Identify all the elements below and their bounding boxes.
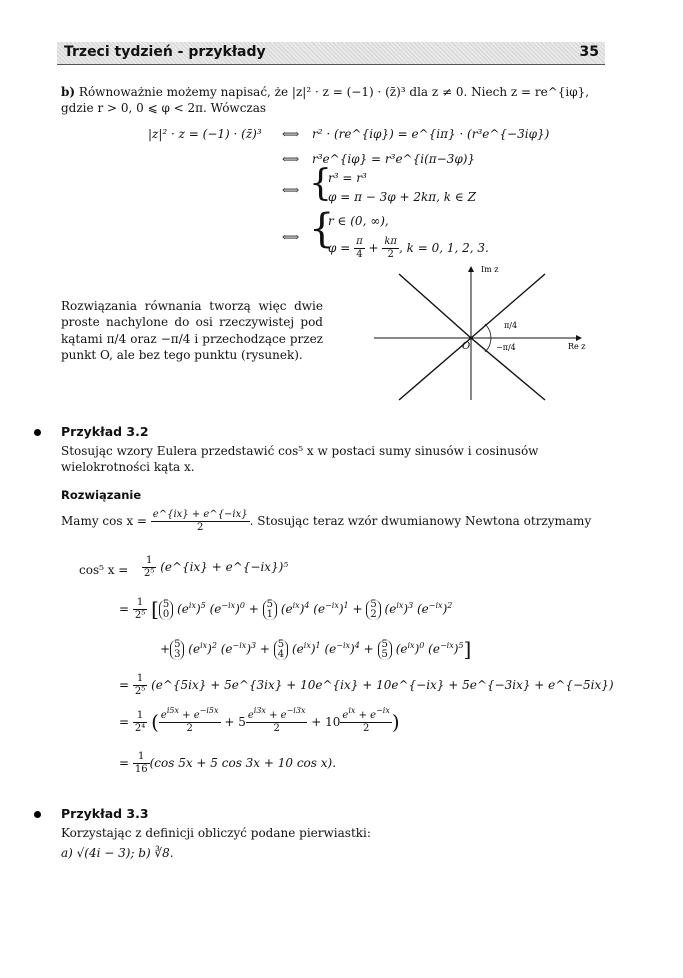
derivation-step-1: r² · (re^{iφ}) = e^{iπ} · (r³e^{−3iφ}) bbox=[312, 127, 550, 141]
part-b-intro-2: gdzie r > 0, 0 ⩽ φ < 2π. Wówczas bbox=[61, 101, 267, 115]
line-5pi-4 bbox=[399, 338, 471, 400]
expansion-line-3: + 5 3 $(e^{ix})^2$ $(e^{-ix})^3$ + 5 4 $(e^{ix})^1$ $(e^{-ix})^4$ + 5 5 $(e^{ix})^0$ $(e^{-ix})^5$] bbox=[160, 637, 472, 661]
cos-euler-fraction bbox=[151, 509, 250, 534]
header-title: Trzeci tydzień - przykłady bbox=[64, 44, 266, 60]
example-3-2-task-1: Stosując wzory Eulera przedstawić cos⁵ x w postaci sumy sinusów i cosinusów bbox=[61, 444, 539, 458]
system-brace-2: { bbox=[309, 206, 335, 252]
expansion-line-6: = $\frac{1}{16}$ (cos 5x + 5 cos 3x + 10 cos x). bbox=[119, 751, 337, 775]
frac-pi-4: $\frac{\pi}{4}$ bbox=[356, 236, 363, 260]
expansion-line-1: $\frac{1}{\text{2⁵}}$ (e^{ix} + e^{−ix})⁵ bbox=[144, 555, 289, 579]
origin-label: O bbox=[462, 341, 471, 352]
expansion-line-4: = $\frac{1}{\text{2⁵}}$ (e^{5ix} + 5e^{3ix} + 10e^{ix} + 10e^{−ix} + 5e^{−3ix} + e^{−5ix}) bbox=[119, 673, 614, 697]
example-3-2-task-2: wielokrotności kąta x. bbox=[61, 460, 195, 474]
example-3-3-title: Przykład 3.3 bbox=[61, 806, 149, 821]
k-values: , k = 0, 1, 2, 3. bbox=[399, 241, 489, 255]
line-3pi-4 bbox=[399, 274, 471, 338]
system-brace-1: { bbox=[309, 163, 332, 204]
derivation-step-2: r³e^{iφ} = r³e^{i(π−3φ)} bbox=[312, 152, 476, 166]
mamy-prefix: Mamy cos x = bbox=[61, 514, 147, 528]
example-3-2-title: Przykład 3.2 bbox=[61, 424, 149, 439]
angle-pos-label: π/4 bbox=[504, 321, 518, 330]
equivalence-arrow-3: ⟺ bbox=[282, 183, 300, 197]
im-z-label: Im z bbox=[481, 265, 499, 274]
derivation-step-4b: φ = $\frac{\pi}{4}$ + $\frac{k\pi}{2}$ , k = 0, 1, 2, 3. bbox=[328, 236, 489, 260]
derivation-lhs: |z|² · z = (−1) · (z̄)³ bbox=[148, 127, 262, 141]
derivation-step-3a: r³ = r³ bbox=[328, 171, 367, 185]
derivation-step-3b: φ = π − 3φ + 2kπ, k ∈ Z bbox=[328, 190, 476, 204]
cos-frac-num: e^{ix} + e^{−ix} bbox=[152, 509, 248, 520]
example-bullet-icon bbox=[34, 429, 41, 436]
cos-frac-den: 2 bbox=[197, 522, 204, 533]
angle-arc-upper bbox=[485, 324, 491, 338]
complex-plane-figure bbox=[370, 262, 596, 402]
example-bullet-icon-2 bbox=[34, 811, 41, 818]
cosine-sum-result: (cos 5x + 5 cos 3x + 10 cos x). bbox=[149, 756, 337, 770]
part-b-intro-1: Równoważnie możemy napisać, że |z|² · z = (−1) · (z̄)³ dla z ≠ 0. Niech z = re^{iφ}, bbox=[78, 85, 590, 99]
frac-kpi-2: $\frac{k\pi}{2}$ bbox=[384, 236, 398, 260]
solution-heading: Rozwiązanie bbox=[61, 488, 142, 502]
derivation-step-4a: r ∈ (0, ∞), bbox=[328, 214, 389, 228]
example-3-3-task: Korzystając z definicji obliczyć podane pierwiastki: bbox=[61, 826, 371, 840]
mamy-line bbox=[61, 507, 591, 535]
expansion-line-2: = $\frac{1}{\text{2⁵}}$ [ 5 0 $(e^{ix})^5$ $(e^{-ix})^0$ + 5 1 $(e^{ix})^4$ $(e^{-ix})^1$ + 5 2 $(e^{ix})^3$ $(e^{-ix})^2$ bbox=[119, 597, 453, 621]
mamy-suffix: . Stosując teraz wzór dwumianowy Newtona otrzymamy bbox=[249, 514, 592, 528]
solution-paragraph: Rozwiązania równania tworzą więc dwie proste nachylone do osi rzeczywistej pod kątami π/4 oraz −π/4 i przechodzące przez punkt O, ale bez tego punktu (rysunek). bbox=[61, 299, 323, 362]
binomial-power: (e^{ix} + e^{−ix})⁵ bbox=[160, 560, 289, 574]
re-z-label: Re z bbox=[568, 342, 586, 351]
real-axis-arrow-icon bbox=[576, 335, 582, 341]
equivalence-arrow-1: ⟺ bbox=[282, 127, 300, 141]
angle-neg-label: −π/4 bbox=[496, 343, 516, 352]
expansion-line-5: = $\frac{1}{\text{2⁴}}$ ( $\frac{e^{i5x} + e^{-i5x}}{2}$ + 5 $\frac{e^{i3x} + e^{-i3x}}{2}$ + 10 $\frac{e^{ix} + e^{-ix}}{2}$ ) bbox=[119, 706, 400, 734]
cos5-lhs: cos⁵ x = bbox=[79, 563, 129, 577]
equivalence-arrow-4: ⟺ bbox=[282, 230, 300, 244]
expanded-sum: (e^{5ix} + 5e^{3ix} + 10e^{ix} + 10e^{−ix} + 5e^{−3ix} + e^{−5ix}) bbox=[151, 678, 614, 692]
part-b-label: b) bbox=[61, 85, 76, 99]
part-b-line1 bbox=[61, 84, 589, 100]
equivalence-arrow-2: ⟺ bbox=[282, 152, 300, 166]
page-number: 35 bbox=[579, 44, 599, 60]
phi-equals: φ = bbox=[328, 241, 351, 255]
page-header bbox=[57, 42, 605, 65]
imaginary-axis-arrow-icon bbox=[468, 266, 474, 272]
example-3-3-items: a) √(4i − 3); b) ∛8. bbox=[61, 846, 174, 860]
